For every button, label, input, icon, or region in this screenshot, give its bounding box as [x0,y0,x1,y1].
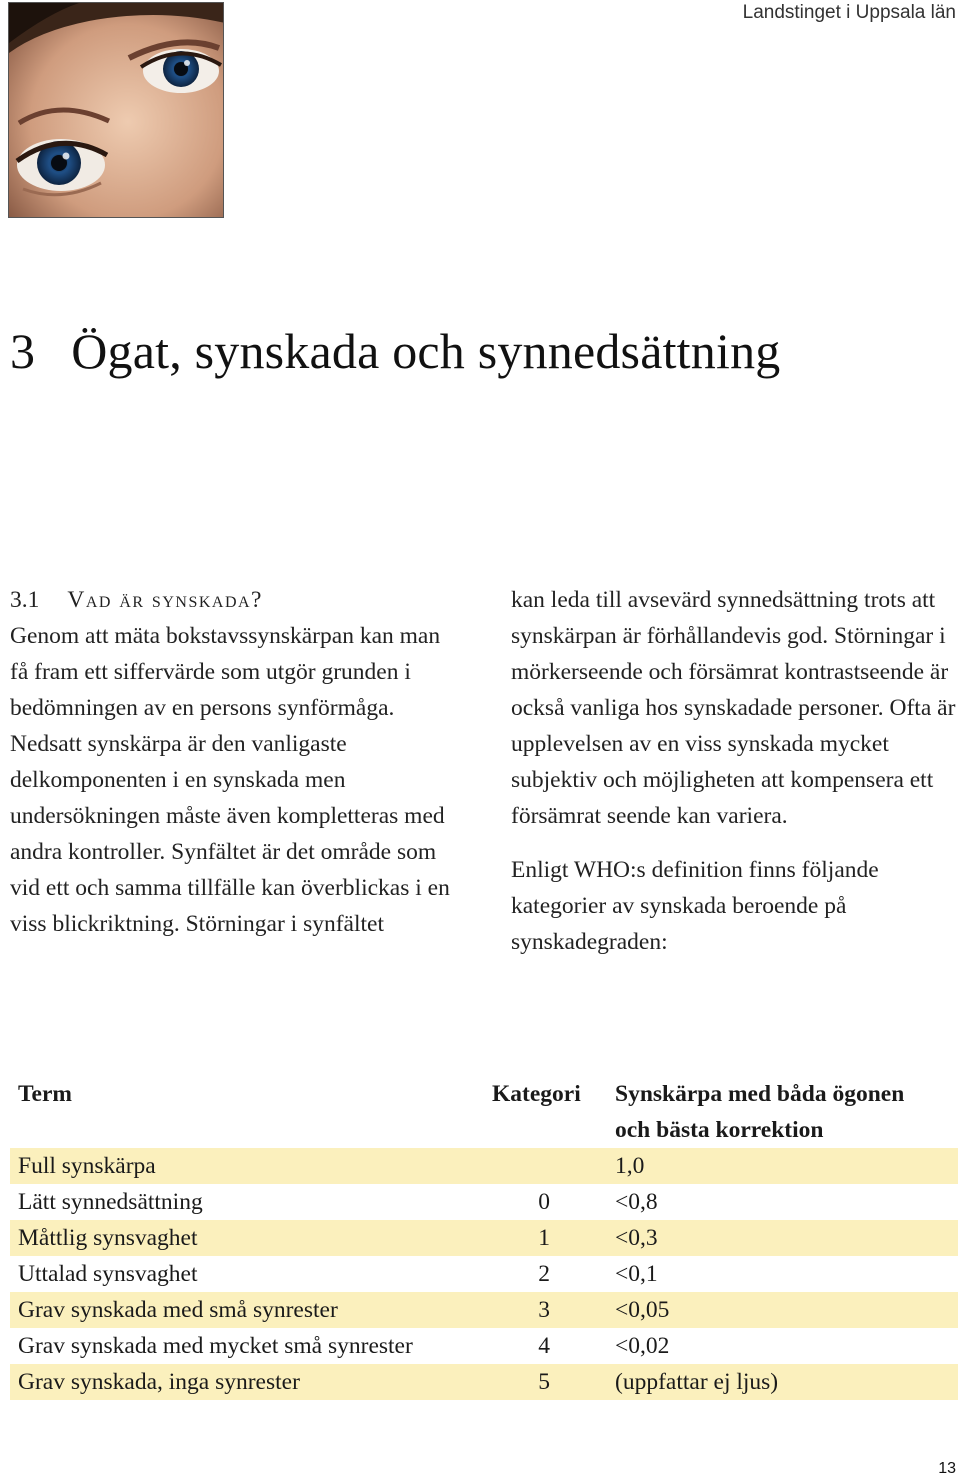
chapter-title [10,322,780,380]
cell-kategori: 2 [538,1261,550,1287]
page-number: 13 [938,1460,956,1477]
cell-synskarpa: <0,3 [615,1225,658,1251]
section-title: Vad är synskada? [67,587,263,613]
cell-synskarpa: 1,0 [615,1153,645,1179]
cell-kategori: 4 [538,1333,550,1359]
body-paragraph-right-1: kan leda till avsevärd synnedsättning trots att synskärpan är förhållandevis god. Störningar i mörkerseende och försämrat kontrastseende är också vanliga hos synskadade personer. Ofta är upplevelsen av en viss synskada mycket subjektiv och möjligheten att kompensera ett försämrat seende kan variera. [511,587,956,829]
header-synskarpa-line1: Synskärpa med båda ögonen [615,1081,905,1107]
chapter-number: 3 [10,323,36,379]
eyes-photo-graphic [9,3,224,218]
running-head: Landstinget i Uppsala län [742,2,956,23]
table-row [10,1256,958,1292]
cell-term: Full synskärpa [18,1153,156,1179]
section-number: 3.1 [10,587,40,613]
cell-synskarpa: <0,1 [615,1261,658,1287]
header-term: Term [18,1081,72,1107]
table-header [10,1076,958,1148]
cell-term: Måttlig synsvaghet [18,1225,198,1251]
cell-term: Uttalad synsvaghet [18,1261,198,1287]
cell-kategori: 3 [538,1297,550,1323]
table-row [10,1184,958,1220]
cell-kategori: 1 [538,1225,550,1251]
table-row [10,1148,958,1184]
cell-kategori: 0 [538,1189,550,1215]
table-row [10,1328,958,1364]
header-kategori: Kategori [492,1081,581,1107]
cell-kategori [492,1148,550,1184]
cell-synskarpa: <0,8 [615,1189,658,1215]
right-column [511,582,959,960]
header-synskarpa-line2: och bästa korrektion [615,1117,824,1143]
body-paragraph-left: Genom att mäta bokstavssynskärpan kan man få fram ett siffervärde som utgör grunden i bedömningen av en persons synförmåga. Nedsatt synskärpa är den vanligaste delkomponenten i en synskada men undersökningen måste även kompletteras med andra kontroller. Synfältet är det område som vid ett och samma tillfälle kan överblickas i en viss blickriktning. Störningar i synfältet [10,623,450,937]
section-heading [10,582,458,618]
cell-term: Grav synskada med mycket små synrester [18,1333,413,1359]
cell-term: Grav synskada, inga synrester [18,1369,300,1395]
table-row [10,1292,958,1328]
body-paragraph-right-2: Enligt WHO:s definition finns följande kategorier av synskada beroende på synskadegraden: [511,857,879,955]
cell-synskarpa: <0,02 [615,1333,670,1359]
chapter-title-text: Ögat, synskada och synnedsättning [71,323,781,379]
table-row [10,1364,958,1400]
header-synskarpa [550,1076,958,1148]
cell-synskarpa: (uppfattar ej ljus) [615,1369,779,1395]
table-row [10,1220,958,1256]
left-column [10,582,458,942]
cell-kategori: 5 [538,1369,550,1395]
cell-term: Grav synskada med små synrester [18,1297,338,1323]
vision-category-table [10,1076,958,1400]
eyes-photo [8,2,224,218]
cell-synskarpa: <0,05 [615,1297,670,1323]
cell-term: Lätt synnedsättning [18,1189,203,1215]
